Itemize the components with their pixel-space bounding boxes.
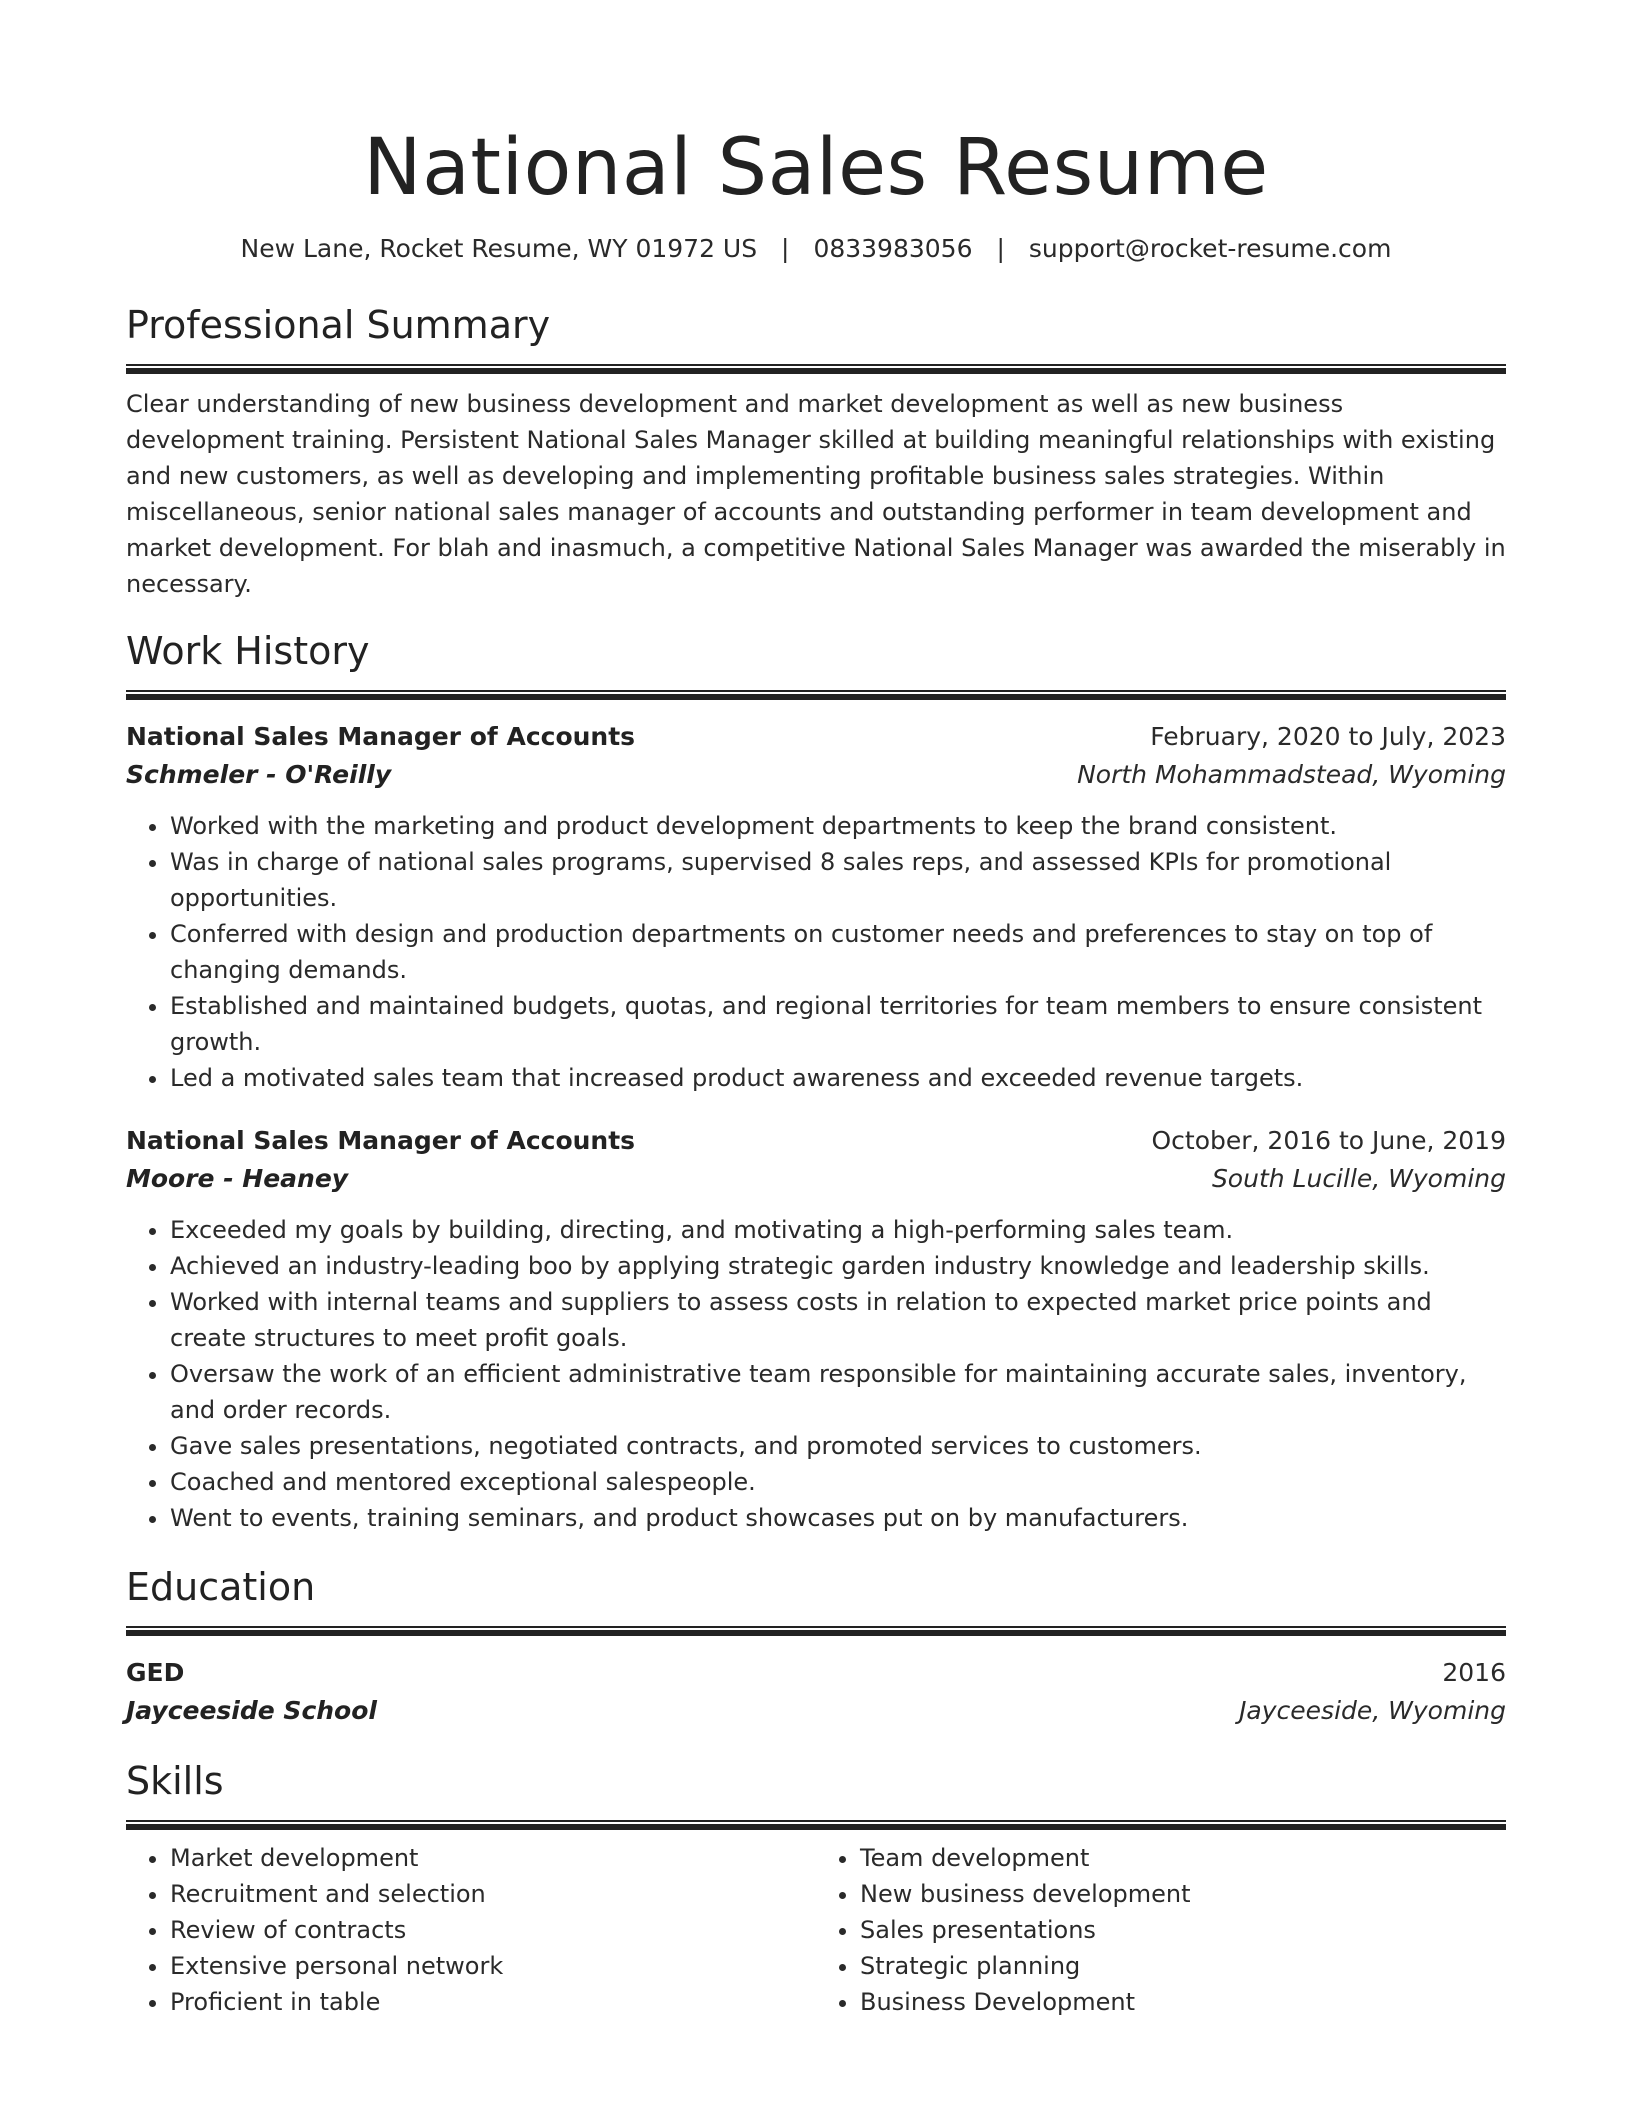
job-bullet: • Worked with internal teams and suppliers to assess costs in relation to expected market price points and create structures to meet profit goals. bbox=[170, 1284, 1506, 1356]
job-title: National Sales Manager of Accounts bbox=[126, 722, 636, 751]
contact-phone: 0833983056 bbox=[813, 234, 973, 263]
job-bullet: • Worked with the marketing and product development departments to keep the brand consistent. bbox=[170, 808, 1506, 844]
job-dates: October, 2016 to June, 2019 bbox=[1151, 1126, 1506, 1155]
skills-list-left bbox=[126, 1840, 816, 2020]
summary-section bbox=[126, 300, 1506, 602]
summary-paragraph: Clear understanding of new business development and market development as well as new business development training. Persistent National Sales Manager skilled at building meaningful relationships with existing and new customers, as well as developing and implementing profitable business sales strategies. Within miscellaneous, senior national sales manager of accounts and outstanding performer in team development and market development. For blah and inasmuch, a competitive National Sales Manager was awarded the miserably in necessary. bbox=[126, 390, 1506, 598]
job-subheader-row bbox=[126, 756, 1506, 794]
job-bullet: • Established and maintained budgets, quotas, and regional territories for team members to ensure consistent growth. bbox=[170, 988, 1506, 1060]
skill-item: • New business development bbox=[860, 1876, 1506, 1912]
section-heading-education: Education bbox=[126, 1565, 316, 1609]
job-subheader-row bbox=[126, 1160, 1506, 1198]
job-bullet: • Oversaw the work of an efficient administrative team responsible for maintaining accurate sales, inventory, and order records. bbox=[170, 1356, 1506, 1428]
section-divider bbox=[126, 1626, 1506, 1636]
job-bullet: • Conferred with design and production departments on customer needs and preferences to stay on top of changing demands. bbox=[170, 916, 1506, 988]
skill-item: • Recruitment and selection bbox=[170, 1876, 816, 1912]
job-entry bbox=[126, 1122, 1506, 1536]
skill-item: • Strategic planning bbox=[860, 1948, 1506, 1984]
education-location: Jayceeside, Wyoming bbox=[1239, 1696, 1506, 1725]
education-entry bbox=[126, 1654, 1506, 1730]
section-divider bbox=[126, 1820, 1506, 1830]
section-heading-skills: Skills bbox=[126, 1759, 224, 1803]
job-title: National Sales Manager of Accounts bbox=[126, 1126, 636, 1155]
job-dates: February, 2020 to July, 2023 bbox=[1150, 722, 1506, 751]
skill-item: • Proficient in table bbox=[170, 1984, 816, 2020]
contact-line bbox=[126, 232, 1506, 266]
job-location: North Mohammadstead, Wyoming bbox=[1077, 760, 1506, 789]
work-history-section bbox=[126, 626, 1506, 1536]
skill-item: • Review of contracts bbox=[170, 1912, 816, 1948]
contact-address: New Lane, Rocket Resume, WY 01972 US bbox=[240, 234, 758, 263]
job-header-row bbox=[126, 718, 1506, 756]
job-header-row bbox=[126, 1122, 1506, 1160]
job-bullet: • Led a motivated sales team that increased product awareness and exceeded revenue targets. bbox=[170, 1060, 1506, 1096]
education-section bbox=[126, 1562, 1506, 1730]
job-location: South Lucille, Wyoming bbox=[1211, 1164, 1506, 1193]
job-bullet-list bbox=[126, 808, 1506, 1096]
skills-section bbox=[126, 1756, 1506, 2020]
skills-list-right bbox=[816, 1840, 1506, 2020]
education-year: 2016 bbox=[1442, 1658, 1506, 1687]
contact-email: support@rocket-resume.com bbox=[1028, 234, 1392, 263]
education-header-row bbox=[126, 1654, 1506, 1692]
skills-column-left bbox=[126, 1840, 816, 2020]
job-bullet: • Exceeded my goals by building, directing, and motivating a high-performing sales team. bbox=[170, 1212, 1506, 1248]
skill-item: • Sales presentations bbox=[860, 1912, 1506, 1948]
job-employer: Moore - Heaney bbox=[126, 1164, 349, 1193]
job-bullet: • Coached and mentored exceptional salespeople. bbox=[170, 1464, 1506, 1500]
skill-item: • Business Development bbox=[860, 1984, 1506, 2020]
contact-separator: | bbox=[996, 234, 1005, 263]
job-bullet: • Achieved an industry-leading boo by applying strategic garden industry knowledge and leadership skills. bbox=[170, 1248, 1506, 1284]
section-heading-summary: Professional Summary bbox=[126, 303, 551, 347]
job-bullet-list bbox=[126, 1212, 1506, 1536]
section-divider bbox=[126, 690, 1506, 700]
contact-separator: | bbox=[781, 234, 790, 263]
section-divider bbox=[126, 364, 1506, 374]
skills-column-right bbox=[816, 1840, 1506, 2020]
education-school: Jayceeside School bbox=[126, 1696, 377, 1725]
skill-item: • Market development bbox=[170, 1840, 816, 1876]
job-bullet: • Went to events, training seminars, and product showcases put on by manufacturers. bbox=[170, 1500, 1506, 1536]
job-entry bbox=[126, 718, 1506, 1096]
skill-item: • Team development bbox=[860, 1840, 1506, 1876]
skill-item: • Extensive personal network bbox=[170, 1948, 816, 1984]
resume-title: National Sales Resume bbox=[363, 123, 1269, 213]
education-degree: GED bbox=[126, 1658, 185, 1687]
skills-grid bbox=[126, 1840, 1506, 2020]
job-bullet: • Gave sales presentations, negotiated contracts, and promoted services to customers. bbox=[170, 1428, 1506, 1464]
job-employer: Schmeler - O'Reilly bbox=[126, 760, 392, 789]
section-heading-work-history: Work History bbox=[126, 629, 370, 673]
education-subheader-row bbox=[126, 1692, 1506, 1730]
job-bullet: • Was in charge of national sales programs, supervised 8 sales reps, and assessed KPIs for promotional opportunities. bbox=[170, 844, 1506, 916]
